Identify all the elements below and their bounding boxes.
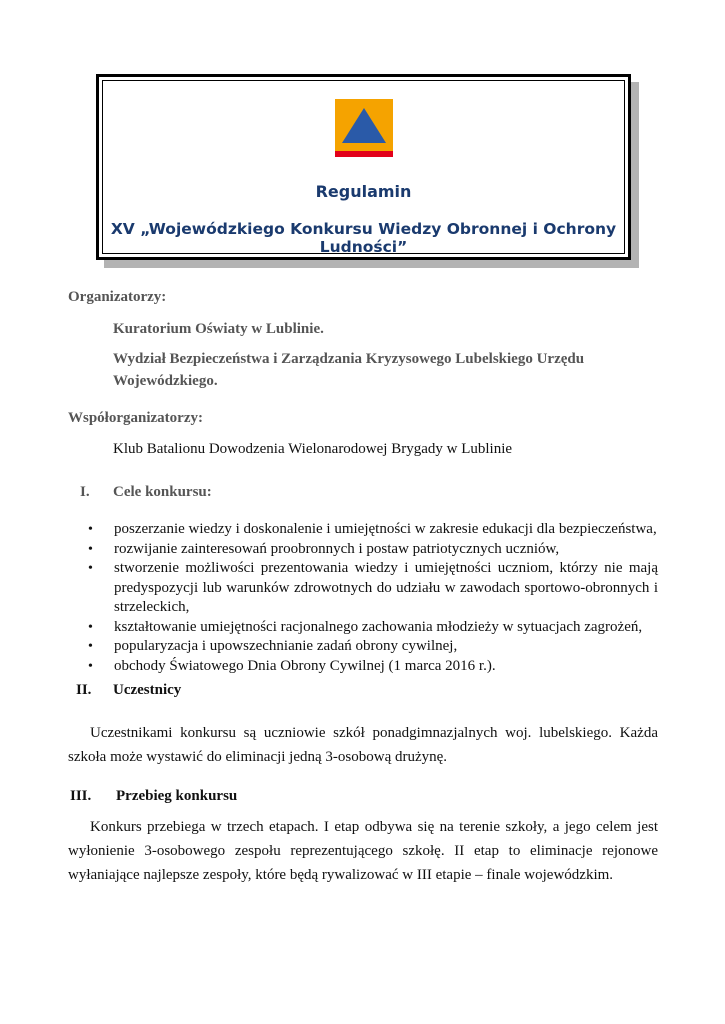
bullet-icon: • [88, 639, 93, 654]
header-box [96, 74, 631, 260]
bullet-icon: • [88, 619, 93, 635]
list-item: • popularyzacja i upowszechnianie zadań obrony cywilnej, [86, 637, 658, 657]
organizer-item: Kuratorium Oświaty w Lublinie. [113, 321, 324, 337]
co-organizer-item: Klub Batalionu Dowodzenia Wielonarodowej Brygady w Lublinie [113, 441, 513, 457]
list-item: • stworzenie możliwości prezentowania wiedzy i umiejętności uczniom, którzy nie mają predyspozycji lub warunków zdrowotnych do udziału w zawodach sportowo-obronnych i strzeleckich, [88, 560, 658, 615]
document-title: Regulamin [315, 182, 412, 201]
section-3-text: Konkurs przebiega w trzech etapach. I etap odbywa się na terenie szkoły, a jego celem jest wyłonienie 3-osobowego zespołu reprezentującego szkołę. II etap to eliminacje rejonowe wyłaniające najlepsze zespoły, które będą rywalizować w III etapie – finale wojewódzkim. [68, 819, 658, 883]
organizer-item: Wojewódzkiego. [113, 373, 218, 389]
section-title: Uczestnicy [113, 682, 182, 698]
section-title: Cele konkursu: [113, 484, 212, 500]
section-number: II. [76, 682, 92, 698]
document-subtitle: XV „Wojewódzkiego Konkursu Wiedzy Obronnej i Ochrony Ludności” [110, 220, 617, 256]
section-2-text: Uczestnikami konkursu są uczniowie szkół ponadgimnazjalnych woj. lubelskiego. Każda szkoła może wystawić do eliminacji jedną 3-osobową drużynę. [68, 725, 658, 765]
bullet-icon: • [88, 658, 93, 674]
list-item: • kształtowanie umiejętności racjonalnego zachowania młodzieży w sytuacjach zagrożeń, [86, 618, 658, 638]
organizer-item: Wydział Bezpieczeństwa i Zarządzania Kryzysowego Lubelskiego Urzędu [113, 351, 585, 367]
section-number: III. [70, 788, 92, 804]
section-3-heading [70, 788, 237, 805]
list-item: • rozwijanie zainteresowań proobronnych i postaw patriotycznych uczniów, [86, 540, 658, 560]
section-title: Przebieg konkursu [116, 788, 238, 804]
goals-list [86, 520, 658, 676]
list-item: • obchody Światowego Dnia Obrony Cywilnej (1 marca 2016 r.). [86, 657, 658, 677]
section-2-heading [76, 682, 181, 699]
bullet-icon: • [88, 541, 93, 557]
civil-defence-triangle-icon [335, 99, 393, 157]
bullet-icon: • [88, 522, 93, 537]
section-number: I. [80, 484, 90, 500]
bullet-icon: • [88, 561, 93, 576]
organizers-label: Organizatorzy: [68, 289, 167, 305]
co-organizers-label: Współorganizatorzy: [68, 410, 203, 426]
section-1-heading [80, 484, 212, 501]
logo-red-stripe [335, 151, 393, 157]
list-item: • poszerzanie wiedzy i doskonalenie i umiejętności w zakresie edukacji dla bezpieczeństwa, [86, 520, 658, 540]
